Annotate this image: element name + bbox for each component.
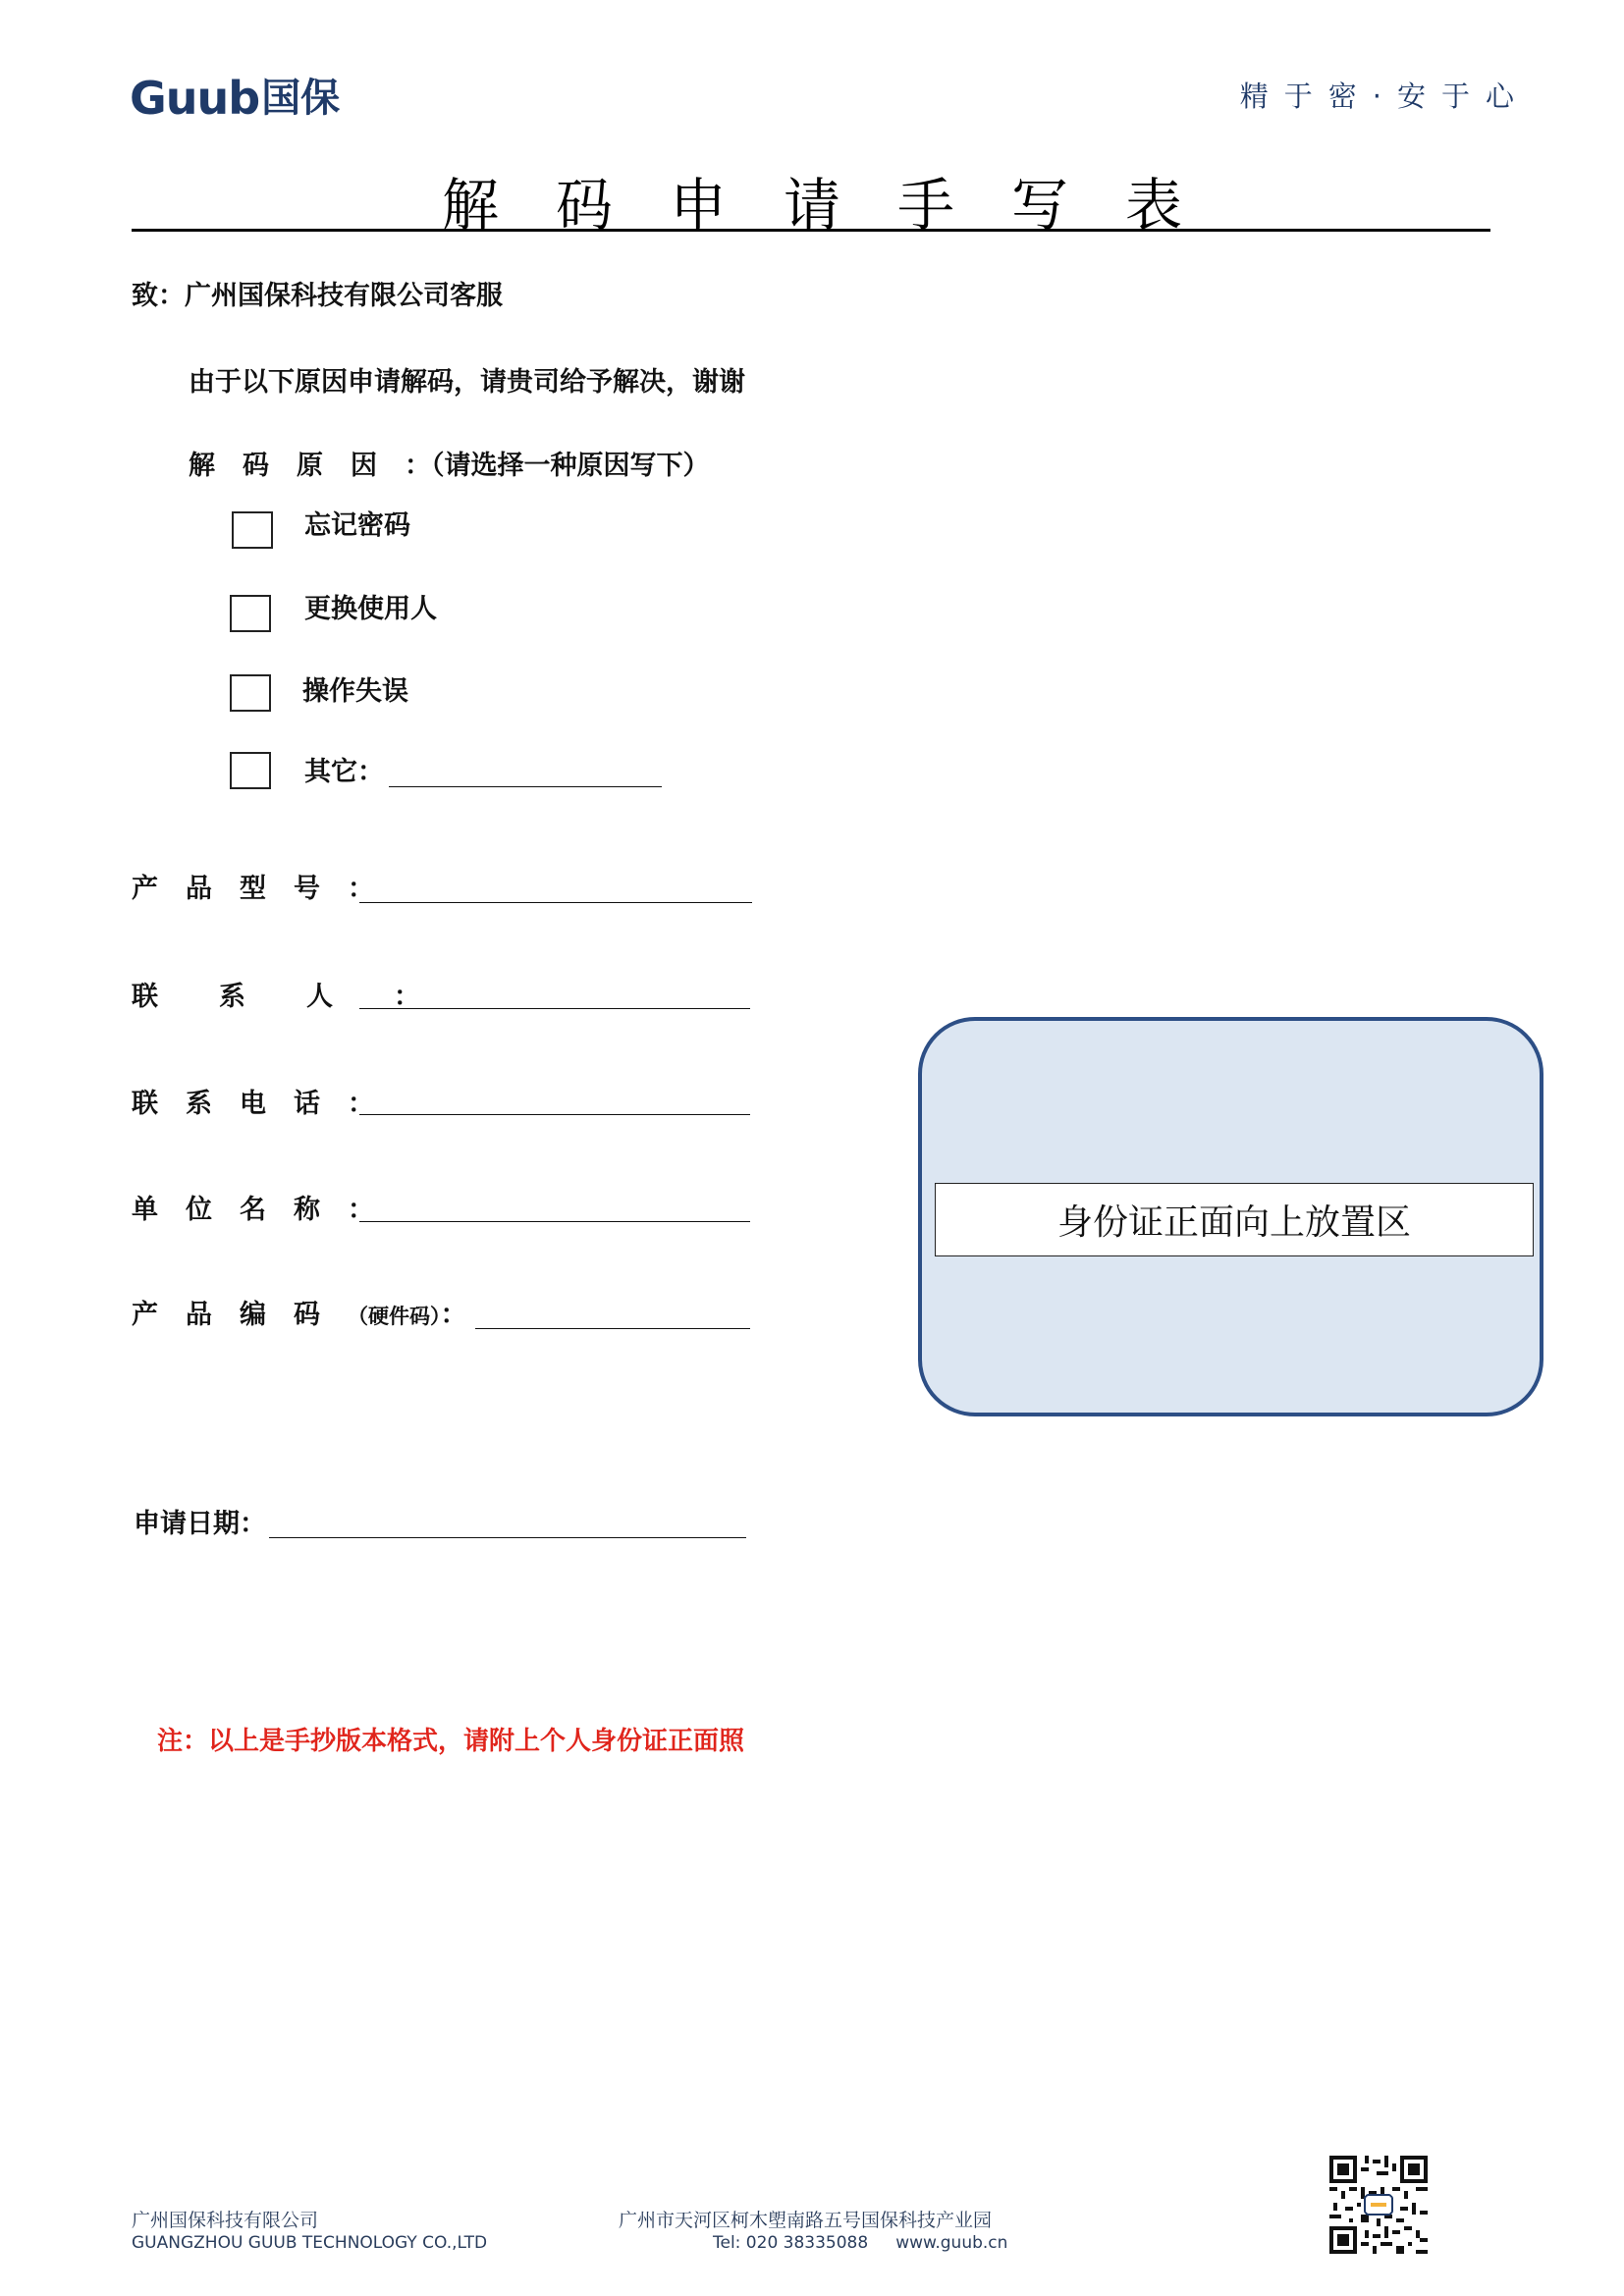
- company-slogan: 精于密·安于心: [1239, 80, 1530, 113]
- product-code-hint: （硬件码）: [348, 1305, 441, 1328]
- option-forgot-password-label: 忘记密码: [304, 510, 410, 541]
- id-card-zone-label: 身份证正面向上放置区: [935, 1183, 1534, 1256]
- contact-phone-field[interactable]: [359, 1114, 750, 1115]
- logo-wordmark: Guub: [130, 72, 260, 125]
- company-logo: [130, 73, 340, 124]
- product-code-field[interactable]: [475, 1328, 750, 1329]
- checkbox-operation-error[interactable]: [230, 674, 271, 712]
- footer-company-en: GUANGZHOU GUUB TECHNOLOGY CO.,LTD: [132, 2233, 488, 2253]
- product-code-text: 产品编码: [132, 1300, 348, 1330]
- org-name-field[interactable]: [359, 1221, 750, 1222]
- other-reason-field[interactable]: [389, 786, 662, 787]
- logo-chinese-name: 国保: [261, 76, 341, 121]
- product-model-label: 产品型号：: [132, 874, 402, 904]
- product-code-colon: ：: [440, 1300, 467, 1330]
- checkbox-change-user[interactable]: [230, 595, 271, 632]
- apply-date-field[interactable]: [269, 1537, 746, 1538]
- contact-person-field[interactable]: [359, 1008, 750, 1009]
- footer-website: www.guub.cn: [895, 2233, 1008, 2253]
- reason-hint: ：（请选择一种原因写下）: [405, 451, 710, 481]
- product-model-field[interactable]: [359, 902, 752, 903]
- option-operation-error-label: 操作失误: [302, 676, 408, 707]
- intro-text: 由于以下原因申请解码，请贵司给予解决，谢谢: [189, 367, 745, 398]
- reason-label: 解码原因: [189, 451, 405, 481]
- product-code-label: [132, 1299, 467, 1333]
- footer-company-cn: 广州国保科技有限公司: [132, 2210, 319, 2231]
- checkbox-other[interactable]: [230, 752, 271, 789]
- contact-phone-label: 联系电话：: [132, 1089, 402, 1119]
- option-other-label: 其它：: [304, 757, 384, 787]
- checkbox-forgot-password[interactable]: [232, 511, 273, 549]
- title-divider: [132, 229, 1490, 232]
- footer-contact: [713, 2233, 1007, 2253]
- contact-person-label: 联系人：: [132, 982, 481, 1012]
- footer-tel: Tel: 020 38335088: [713, 2233, 869, 2253]
- footer-address: 广州市天河区柯木塱南路五号国保科技产业园: [619, 2210, 993, 2231]
- recipient-line: 致：广州国保科技有限公司客服: [132, 281, 503, 311]
- reason-heading: [189, 450, 710, 483]
- qr-code-icon: [1329, 2156, 1428, 2254]
- page-title: 解码申请手写表: [441, 172, 1239, 239]
- option-change-user-label: 更换使用人: [304, 594, 437, 624]
- org-name-label: 单位名称：: [132, 1195, 402, 1225]
- red-note: 注：以上是手抄版本格式，请附上个人身份证正面照: [157, 1727, 745, 1756]
- apply-date-label: 申请日期：: [134, 1509, 266, 1539]
